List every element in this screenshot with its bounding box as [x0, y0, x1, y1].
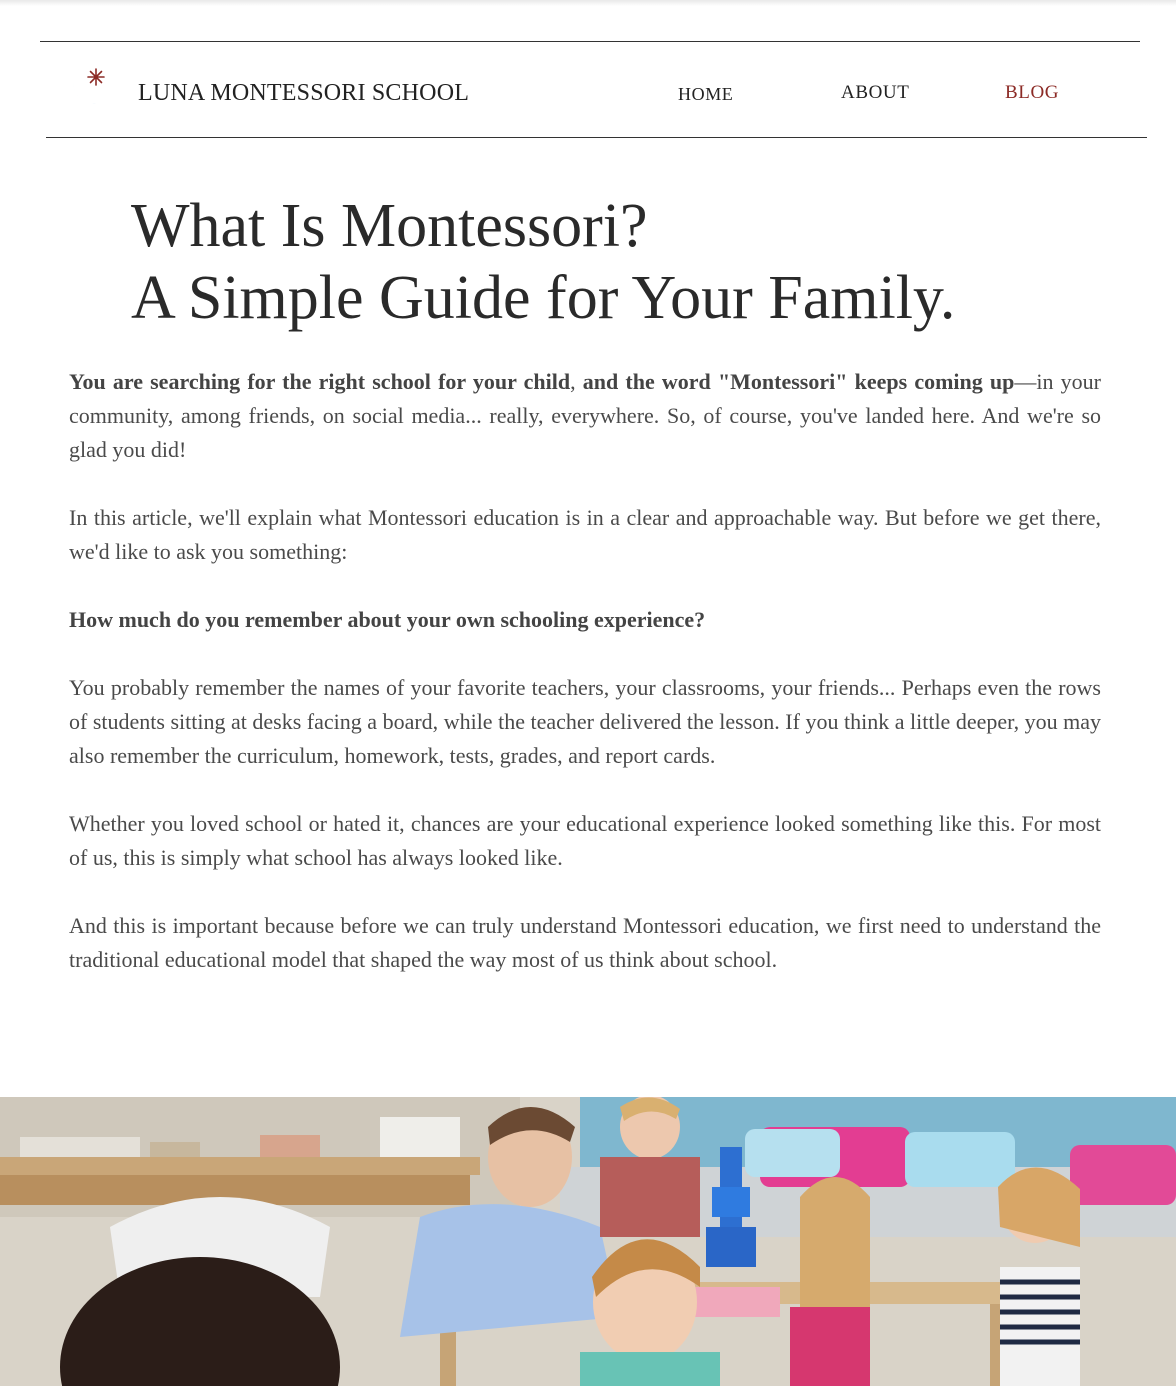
header-top-rule — [40, 41, 1140, 42]
paragraph-6: And this is important because before we can truly understand Montessori education, we first need to understand the traditional educational model that shaped the way most of us think about school. — [69, 913, 1101, 972]
paragraph-5: Whether you loved school or hated it, chances are your educational experience looked something like this. For most of us, this is simply what school has always looked like. — [69, 811, 1101, 870]
paragraph-intro — [69, 365, 1101, 467]
intro-bold-part-2: and the word "Montessori" keeps coming up — [582, 369, 1015, 394]
article-body — [69, 365, 1101, 1011]
brand-name[interactable]: LUNA MONTESSORI SCHOOL — [138, 80, 470, 106]
nav-blog-link[interactable]: BLOG — [1005, 82, 1060, 103]
intro-bold-part-1: You are searching for the right school for your child — [69, 369, 571, 394]
article-title-line-1: What Is Montessori? — [131, 192, 648, 260]
header-bottom-rule — [46, 137, 1147, 138]
paragraph-2: In this article, we'll explain what Montessori education is in a clear and approachable way. But before we get there, we'd like to ask you something: — [69, 505, 1101, 564]
question-bold: How much do you remember about your own schooling experience? — [69, 607, 706, 632]
intro-rest: —in your community, among friends, on social media... really, everywhere. So, of course, you've landed here. And we're so glad you did! — [69, 369, 1101, 462]
nav-about-link[interactable]: ABOUT — [841, 82, 910, 103]
crescent-moon-star-icon[interactable] — [60, 60, 110, 112]
browser-top-shadow — [0, 0, 1176, 6]
classroom-photo — [0, 1097, 1176, 1386]
article-title — [131, 190, 955, 334]
article-title-line-2: A Simple Guide for Your Family. — [131, 264, 956, 332]
nav-home-link[interactable]: HOME — [678, 84, 734, 104]
paragraph-4: You probably remember the names of your favorite teachers, your classrooms, your friends... Perhaps even the rows of students sitting at desks facing a board, while the teacher delivered the lesson. If you think a little deeper, you may also remember the curriculum, homework, tests, grades, and report cards. — [69, 675, 1101, 768]
paragraph-question — [69, 603, 1101, 637]
intro-comma: , — [570, 369, 583, 394]
